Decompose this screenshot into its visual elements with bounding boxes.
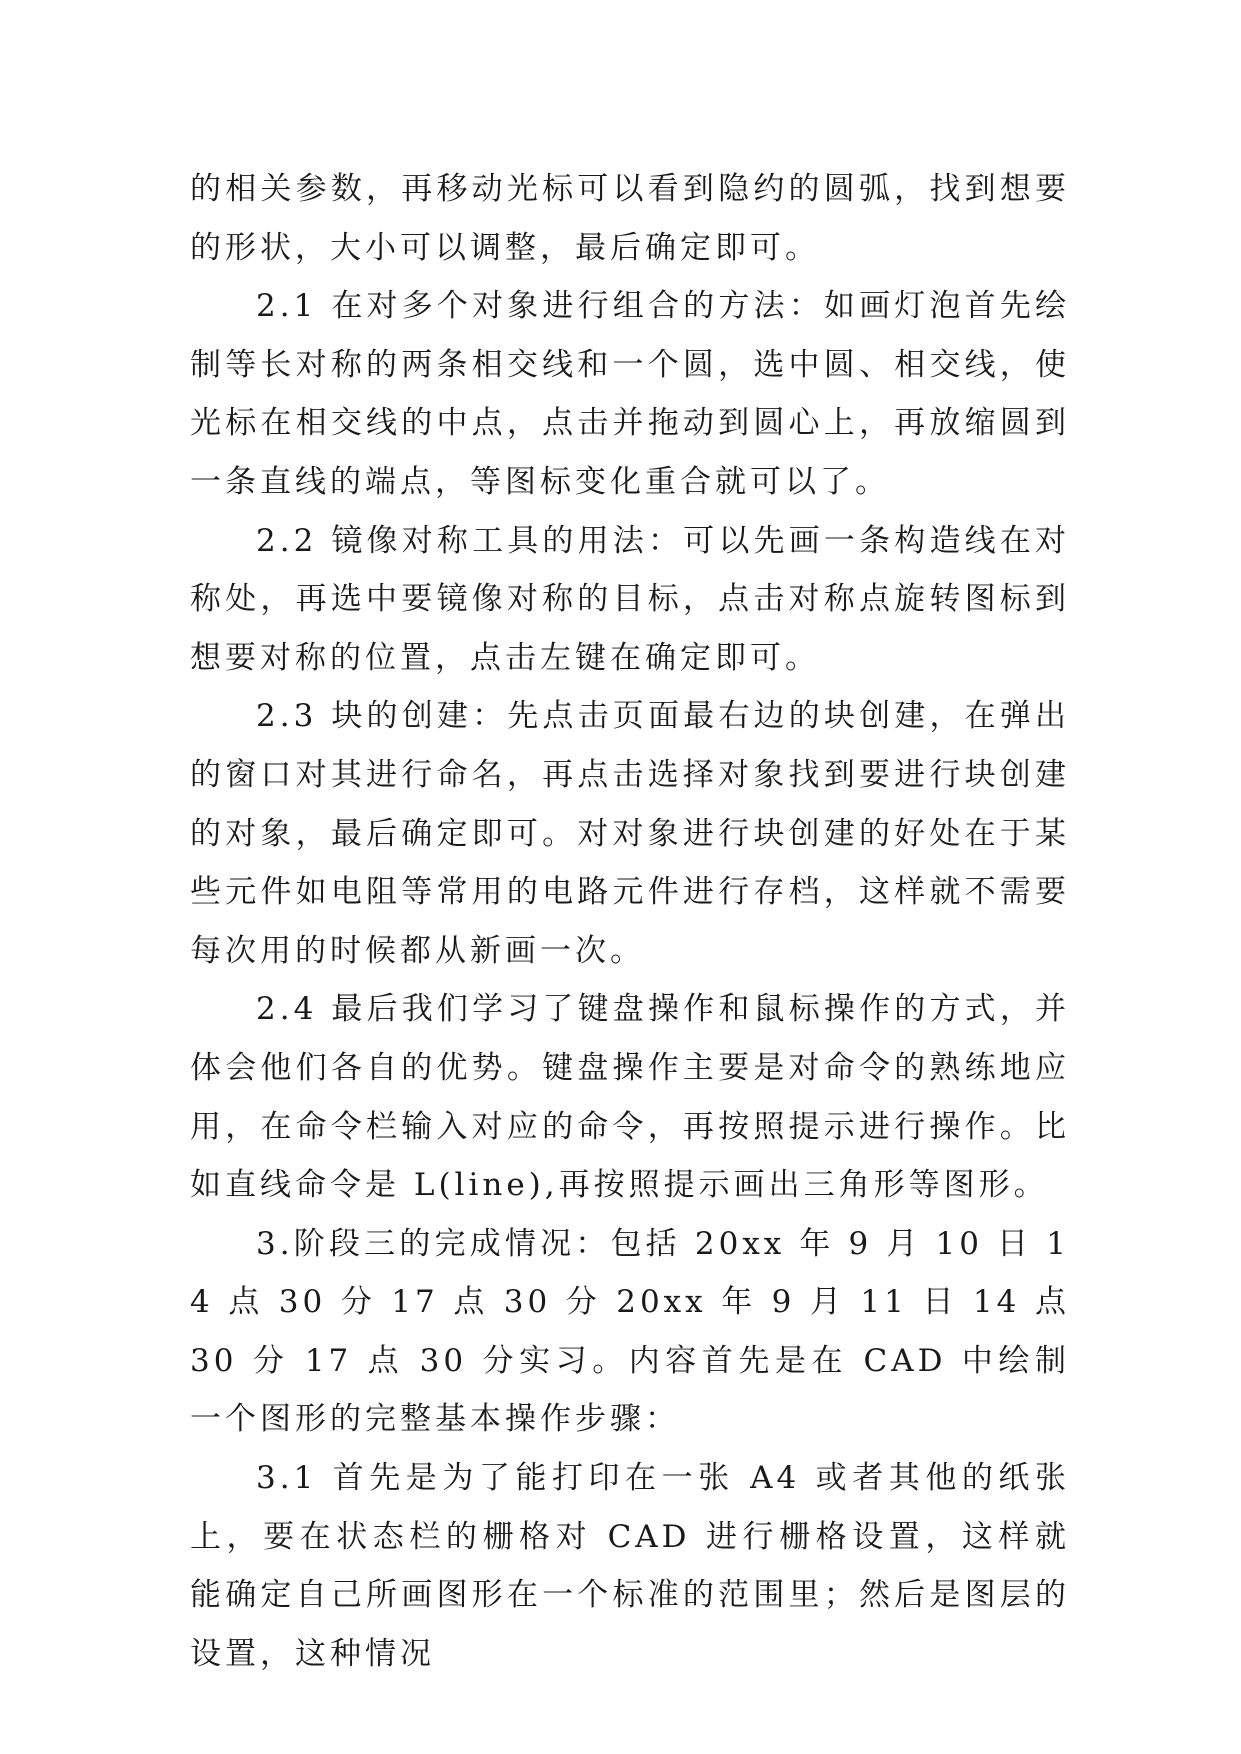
paragraph-2-3: 2.3 块的创建：先点击页面最右边的块创建，在弹出的窗口对其进行命名，再点击选择对象找到要进行块创建的对象，最后确定即可。对对象进行块创建的好处在于某些元件如电阻等常用的电路元件进行存档，这样就不需要每次用的时候都从新画一次。 [190,698,1070,969]
body-text [190,160,1070,1683]
paragraph-2-4: 2.4 最后我们学习了键盘操作和鼠标操作的方式，并体会他们各自的优势。键盘操作主要是对命令的熟练地应用，在命令栏输入对应的命令，再按照提示进行操作。比如直线命令是 L(line),再按照提示画出三角形等图形。 [190,991,1070,1204]
paragraph-continuation: 的相关参数，再移动光标可以看到隐约的圆弧，找到想要的形状，大小可以调整，最后确定即可。 [190,171,1070,266]
paragraph-2-2: 2.2 镜像对称工具的用法：可以先画一条构造线在对称处，再选中要镜像对称的目标，点击对称点旋转图标到想要对称的位置，点击左键在确定即可。 [190,522,1070,676]
paragraph-3: 3.阶段三的完成情况：包括 20xx 年 9 月 10 日 14 点 30 分 17 点 30 分 20xx 年 9 月 11 日 14 点 30 分 17 点 30 分实习。内容首先是在 CAD 中绘制一个图形的完整基本操作步骤： [190,1225,1070,1438]
paragraph-3-1: 3.1 首先是为了能打印在一张 A4 或者其他的纸张上，要在状态栏的栅格对 CAD 进行栅格设置，这样就能确定自己所画图形在一个标准的范围里；然后是图层的设置，这种情况 [190,1460,1070,1672]
paragraph-2-1: 2.1 在对多个对象进行组合的方法：如画灯泡首先绘制等长对称的两条相交线和一个圆，选中圆、相交线，使光标在相交线的中点，点击并拖动到圆心上，再放缩圆到一条直线的端点，等图标变化重合就可以了。 [190,288,1070,500]
